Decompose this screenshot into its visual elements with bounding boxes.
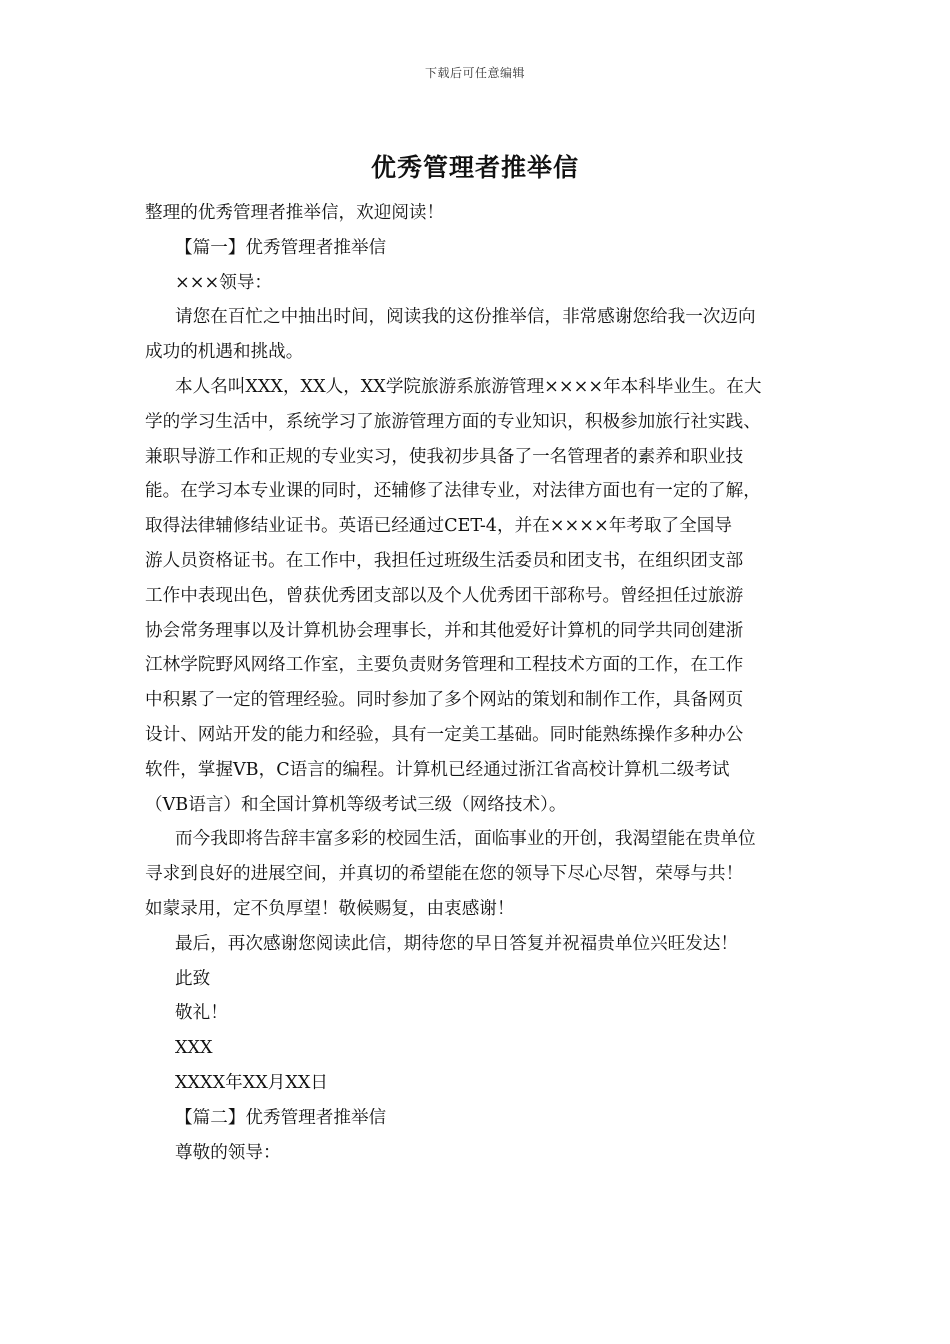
paragraph-line: 能。在学习本专业课的同时，还辅修了法律专业，对法律方面也有一定的了解， (145, 481, 761, 502)
paragraph-2 (145, 370, 825, 822)
closing-line-1: 此致 (175, 968, 211, 989)
signature: XXX (175, 1038, 213, 1059)
paragraph-line: 中积累了一定的管理经验。同时参加了多个网站的策划和制作工作，具备网页 (145, 690, 744, 711)
paragraph-line: 软件，掌握VB，C语言的编程。计算机已经通过浙江省高校计算机二级考试 (145, 759, 730, 780)
paragraph-line: 游人员资格证书。在工作中，我担任过班级生活委员和团支书，在组织团支部 (145, 550, 744, 571)
letter-date: XXXX年XX月XX日 (175, 1072, 328, 1093)
paragraph-1 (145, 300, 825, 370)
paragraph-line: 如蒙录用，定不负厚望！敬候赐复，由衷感谢！ (145, 898, 515, 919)
paragraph-line: 而今我即将告辞丰富多彩的校园生活，面临事业的开创，我渴望能在贵单位 (175, 829, 756, 850)
intro-line: 整理的优秀管理者推举信，欢迎阅读！ (145, 203, 445, 223)
paragraph-line: 设计、网站开发的能力和经验，具有一定美工基础。同时能熟练操作多种办公 (145, 724, 744, 745)
salutation-2: 尊敬的领导： (175, 1142, 281, 1163)
paragraph-line: 工作中表现出色，曾获优秀团支部以及个人优秀团干部称号。曾经担任过旅游 (145, 585, 744, 606)
paragraph-line: 江林学院野风网络工作室，主要负责财务管理和工程技术方面的工作，在工作 (145, 655, 744, 676)
closing-line-2: 敬礼！ (175, 1003, 228, 1024)
document-body (145, 196, 825, 1170)
paragraph-line: 成功的机遇和挑战。 (145, 342, 304, 363)
paragraph-line: 学的学习生活中，系统学习了旅游管理方面的专业知识，积极参加旅行社实践、 (145, 411, 761, 432)
paragraph-line: 寻求到良好的进展空间，并真切的希望能在您的领导下尽心尽智，荣辱与共！ (145, 864, 744, 885)
paragraph-4: 最后，再次感谢您阅读此信，期待您的早日答复并祝福贵单位兴旺发达！ (175, 933, 739, 954)
section2-heading: 【篇二】优秀管理者推举信 (175, 1107, 387, 1128)
paragraph-line: （VB语言）和全国计算机等级考试三级（网络技术）。 (145, 794, 567, 815)
paragraph-line: 请您在百忙之中抽出时间，阅读我的这份推举信，非常感谢您给我一次迈向 (175, 307, 756, 328)
paragraph-line: 兼职导游工作和正规的专业实习，使我初步具备了一名管理者的素养和职业技 (145, 446, 744, 467)
salutation-1: ×××领导： (175, 272, 273, 293)
document-title: 优秀管理者推举信 (370, 153, 579, 182)
paragraph-line: 取得法律辅修结业证书。英语已经通过CET-4，并在××××年考取了全国导 (145, 516, 732, 537)
paragraph-3 (145, 822, 825, 926)
section1-heading: 【篇一】优秀管理者推举信 (175, 237, 387, 258)
paragraph-line: 本人名叫XXX，XX人，XX学院旅游系旅游管理××××年本科毕业生。在大 (175, 376, 762, 397)
paragraph-line: 协会常务理事以及计算机协会理事长，并和其他爱好计算机的同学共同创建浙 (145, 620, 744, 641)
header-note: 下载后可任意编辑 (424, 66, 525, 80)
